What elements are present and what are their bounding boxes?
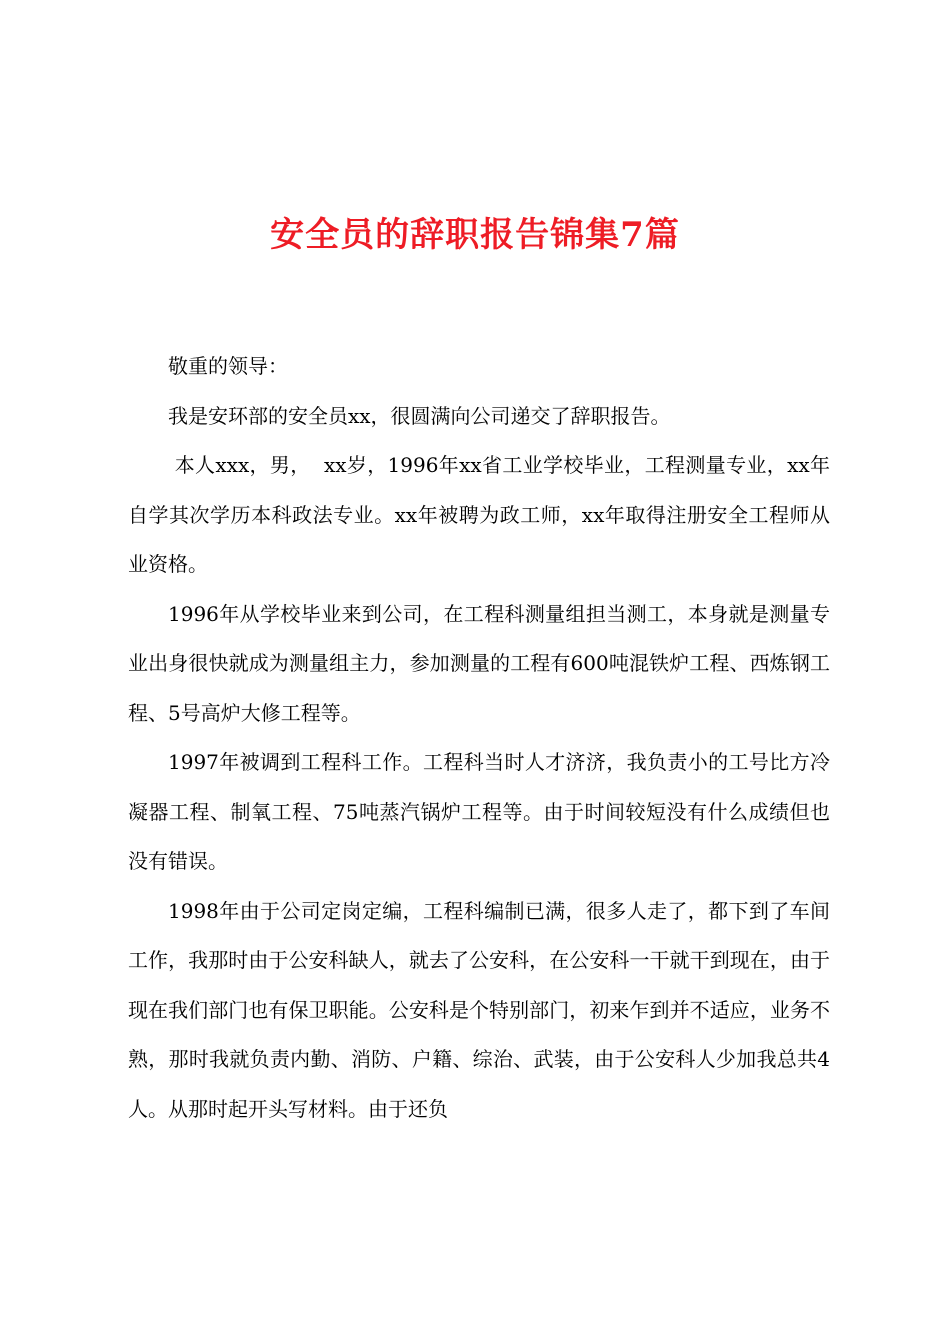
paragraph: 我是安环部的安全员xx，很圆满向公司递交了辞职报告。 bbox=[168, 403, 671, 428]
paragraph: 本人xxx，男， xx岁，1996年xx省工业学校毕业，工程测量专业，xx年自学其次学历本科政法专业。xx年被聘为政工师，xx年取得注册安全工程师从业资格。 bbox=[128, 453, 830, 576]
paragraph: 1997年被调到工程科工作。工程科当时人才济济，我负责小的工号比方冷凝器工程、制氧工程、75吨蒸汽锅炉工程等。由于时间较短没有什么成绩但也没有错误。 bbox=[128, 750, 830, 873]
paragraph: 1996年从学校毕业来到公司，在工程科测量组担当测工，本身就是测量专业出身很快就成为测量组主力，参加测量的工程有600吨混铁炉工程、西炼钢工程、5号高炉大修工程等。 bbox=[128, 601, 830, 725]
document-body bbox=[128, 342, 830, 1134]
document-title: 安全员的辞职报告锦集7篇 bbox=[270, 215, 680, 255]
salutation: 敬重的领导： bbox=[168, 354, 288, 378]
paragraph: 1998年由于公司定岗定编，工程科编制已满，很多人走了，都下到了车间工作，我那时由于公安科缺人，就去了公安科，在公安科一干就干到现在，由于现在我们部门也有保卫职能。公安科是个特别部门，初来乍到并不适应，业务不熟，那时我就负责内勤、消防、户籍、综治、武装，由于公安科人少加我总共4人。从那时起开头写材料。由于还负 bbox=[128, 898, 830, 1121]
